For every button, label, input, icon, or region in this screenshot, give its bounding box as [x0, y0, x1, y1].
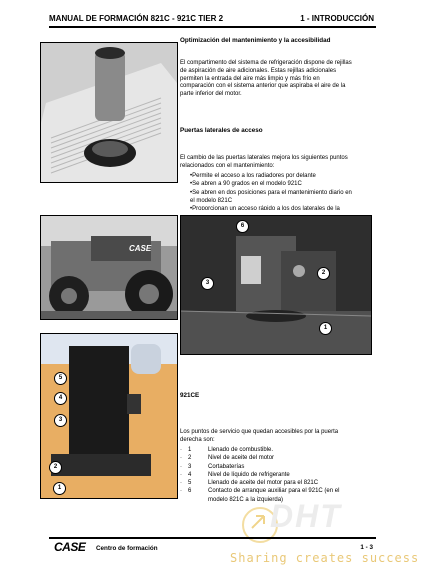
section2-intro [180, 155, 376, 171]
list-item: · 5 Llenado de aceite del motor para el 821C [180, 480, 319, 487]
photo-radiator [40, 333, 178, 499]
list-item: · 1 Llenado de combustible. [180, 447, 274, 453]
section1-line: comparación con el sistema anterior que aspiraba el aire de la [180, 83, 346, 90]
watermark-brand: DHT [270, 498, 342, 534]
callout-3b: 3 [54, 414, 67, 427]
photo-loader-side [40, 215, 178, 320]
bullet-item: •Proporcionan un acceso rápido a los dos laterales de la [190, 206, 340, 211]
section1-paragraph [180, 60, 376, 99]
section1-line: de aspiración de aire adicionales. Estas rejillas adicionales [180, 67, 337, 74]
section3-intro-line: derecha son: [180, 436, 215, 443]
section1-line: El compartimento del sistema de refrigeración dispone de rejillas [180, 60, 352, 66]
callout-4: 4 [54, 392, 67, 405]
engine-hood-illustration [41, 43, 177, 182]
loader-brand-text: CASE [129, 244, 152, 253]
section2-title: Puertas laterales de acceso [180, 127, 263, 134]
callout-5: 5 [54, 372, 67, 385]
callout-1b: 1 [53, 482, 66, 495]
section3-intro-line: Los puntos de servicio que quedan accesibles por la puerta [180, 429, 339, 435]
section2-intro-line: relacionados con el mantenimiento: [180, 162, 275, 169]
section1-line: permiten la entrada del aire más limpio y más frío en [180, 75, 320, 82]
list-item: · 3 Cortabaterías [180, 463, 245, 470]
photo-service-points [180, 215, 372, 355]
section2-bullets [190, 172, 376, 210]
callout-2b: 2 [49, 461, 62, 474]
footer-rule [49, 537, 376, 539]
manual-title: MANUAL DE FORMACIÓN 821C - 921C TIER 2 [49, 14, 224, 23]
callout-2: 2 [317, 267, 330, 280]
section2-intro-line: El cambio de las puertas laterales mejora los siguientes puntos [180, 155, 348, 161]
bullet-item: •Permite el acceso a los radiadores por delante [190, 173, 316, 179]
callout-6: 6 [236, 220, 249, 233]
bullet-item: el modelo 821C [190, 197, 233, 204]
list-item: · 6 Contacto de arranque auxiliar para el 921C (en el [180, 488, 340, 495]
header-rule [49, 26, 376, 28]
bullet-item: •Se abren en dos posiciones para el mantenimiento diario en [190, 189, 352, 196]
section-label: 1 - INTRODUCCIÓN [300, 14, 374, 23]
loader-illustration [41, 216, 177, 319]
list-item: modelo 821C a la izquierda) [208, 496, 284, 503]
callout-1: 1 [319, 322, 332, 335]
section1-title: Optimización del mantenimiento y la accesibilidad [180, 37, 331, 44]
footer-text: Centro de formación [96, 545, 158, 552]
case-logo: CASE [54, 540, 86, 554]
section1-line: parte inferior del motor. [180, 91, 242, 98]
watermark-slogan: Sharing creates success [230, 551, 420, 565]
section3-intro [180, 429, 376, 445]
section3-label: 921CE [180, 392, 200, 399]
list-item: · 4 Nivel de líquido de refrigerante [180, 471, 290, 478]
list-item: · 2 Nivel de aceite del motor [180, 455, 275, 462]
page-number: 1 - 3 [360, 544, 373, 551]
photo-engine-hood [40, 42, 178, 183]
bullet-item: •Se abren a 90 grados en el modelo 921C [190, 181, 302, 188]
callout-3: 3 [201, 277, 214, 290]
